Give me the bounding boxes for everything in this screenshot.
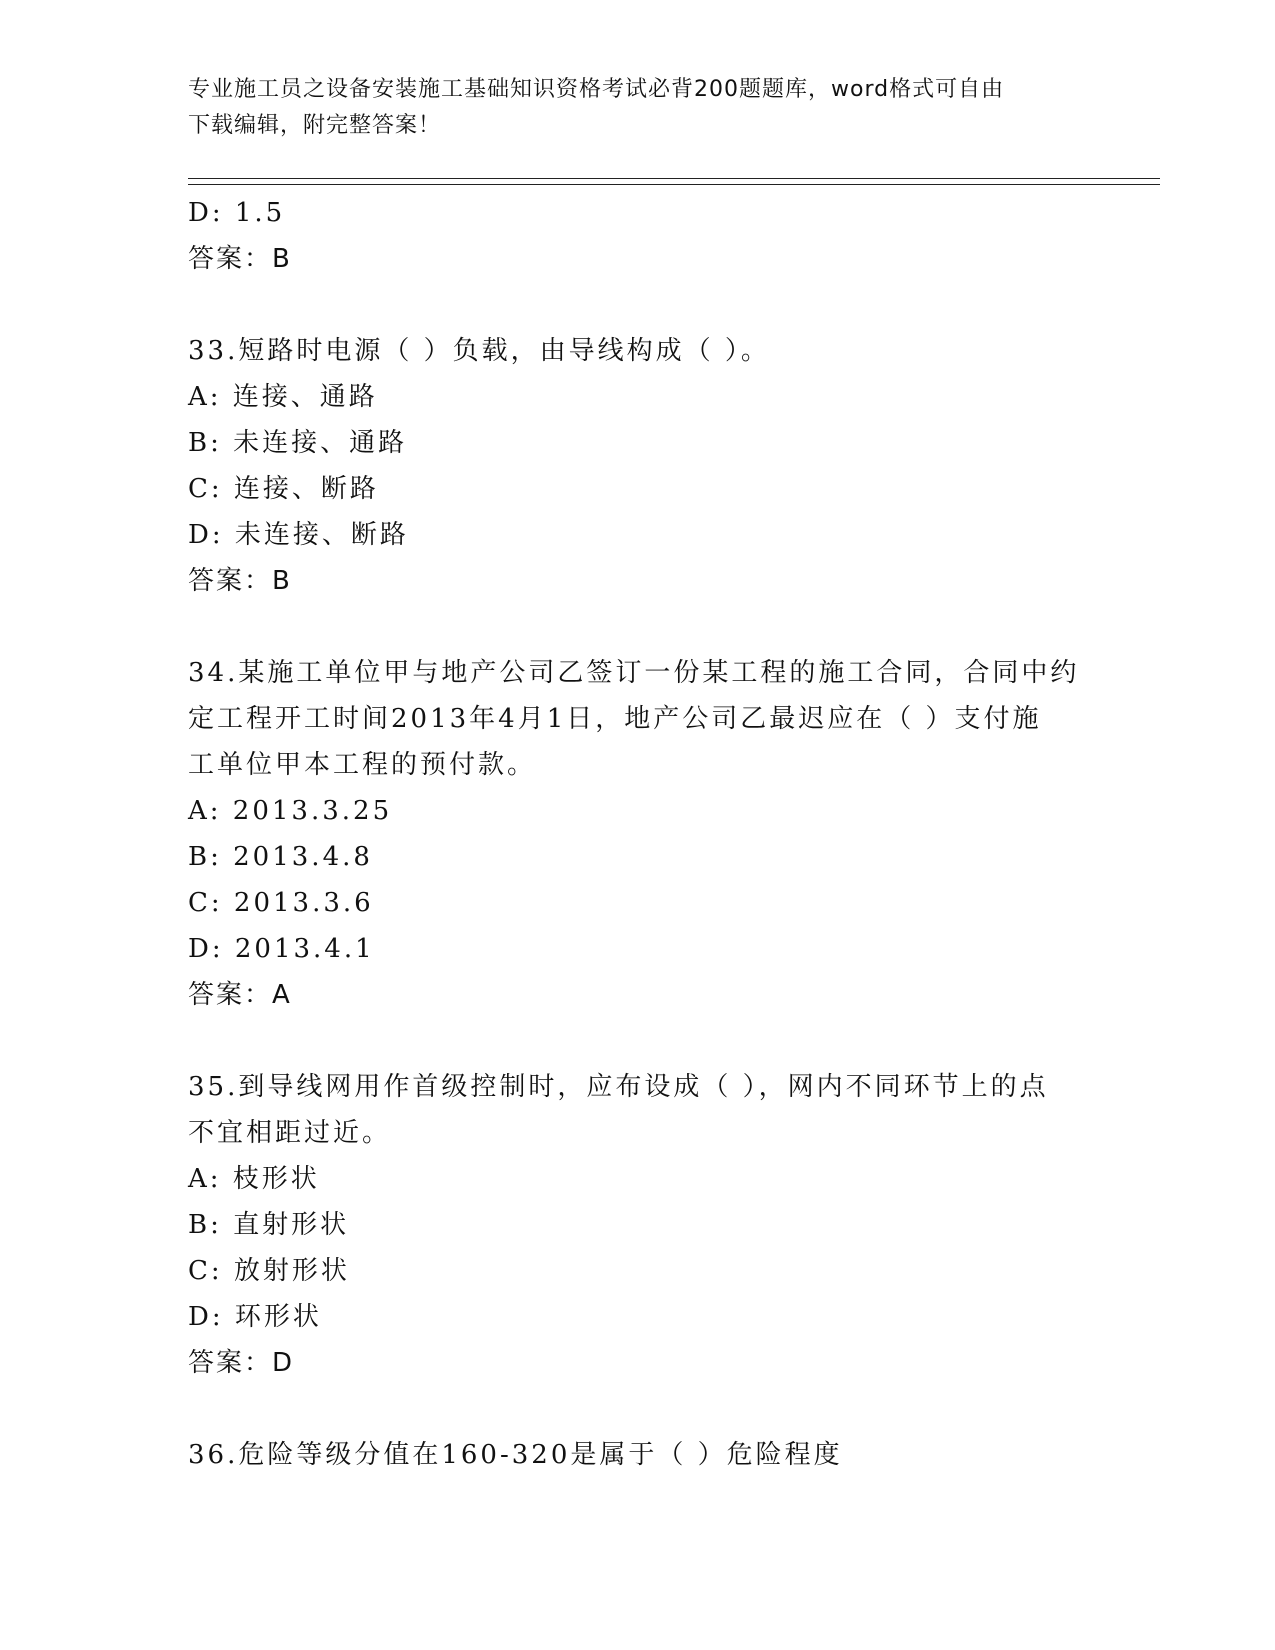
answer-line: 答案：B xyxy=(188,244,292,274)
option-d: D: 1.5 xyxy=(188,198,286,228)
document-body xyxy=(188,190,1088,1478)
spacer xyxy=(188,282,1088,328)
question-33-option-b: B: 未连接、通路 xyxy=(188,428,408,458)
question-33-option-c: C: 连接、断路 xyxy=(188,474,379,504)
question-33-answer: 答案：B xyxy=(188,566,292,596)
header-divider-bottom xyxy=(188,184,1160,185)
question-33-text: 33.短路时电源（ ）负载，由导线构成（ ）。 xyxy=(188,336,770,366)
question-36-text: 36.危险等级分值在160-320是属于（ ）危险程度 xyxy=(188,1440,843,1470)
header-title-line-1: 专业施工员之设备安装施工基础知识资格考试必背200题题库，word格式可自由 xyxy=(188,77,1005,102)
spacer xyxy=(188,604,1088,650)
document-header xyxy=(188,72,1088,144)
question-34-option-d: D: 2013.4.1 xyxy=(188,934,375,964)
spacer xyxy=(188,1386,1088,1432)
question-33-option-d: D: 未连接、断路 xyxy=(188,520,409,550)
question-34-option-c: C: 2013.3.6 xyxy=(188,888,374,918)
question-34-text-line-2: 定工程开工时间2013年4月1日，地产公司乙最迟应在（ ）支付施 xyxy=(188,704,1042,734)
question-35-option-a: A: 枝形状 xyxy=(188,1164,320,1194)
question-35-answer: 答案：D xyxy=(188,1348,295,1378)
question-35-text-line-2: 不宜相距过近。 xyxy=(188,1118,392,1148)
question-34-answer: 答案：A xyxy=(188,980,292,1010)
spacer xyxy=(188,1018,1088,1064)
question-34-option-a: A: 2013.3.25 xyxy=(188,796,393,826)
header-title-line-2: 下载编辑，附完整答案！ xyxy=(188,113,442,138)
header-divider-top xyxy=(188,178,1160,179)
question-34-text-line-3: 工单位甲本工程的预付款。 xyxy=(188,750,537,780)
question-34-option-b: B: 2013.4.8 xyxy=(188,842,373,872)
question-35-text-line-1: 35.到导线网用作首级控制时，应布设成（ ），网内不同环节上的点 xyxy=(188,1072,1049,1102)
question-35-option-c: C: 放射形状 xyxy=(188,1256,350,1286)
question-35-option-b: B: 直射形状 xyxy=(188,1210,350,1240)
question-33-option-a: A: 连接、通路 xyxy=(188,382,378,412)
question-35-option-d: D: 环形状 xyxy=(188,1302,322,1332)
question-34-text-line-1: 34.某施工单位甲与地产公司乙签订一份某工程的施工合同，合同中约 xyxy=(188,658,1080,688)
